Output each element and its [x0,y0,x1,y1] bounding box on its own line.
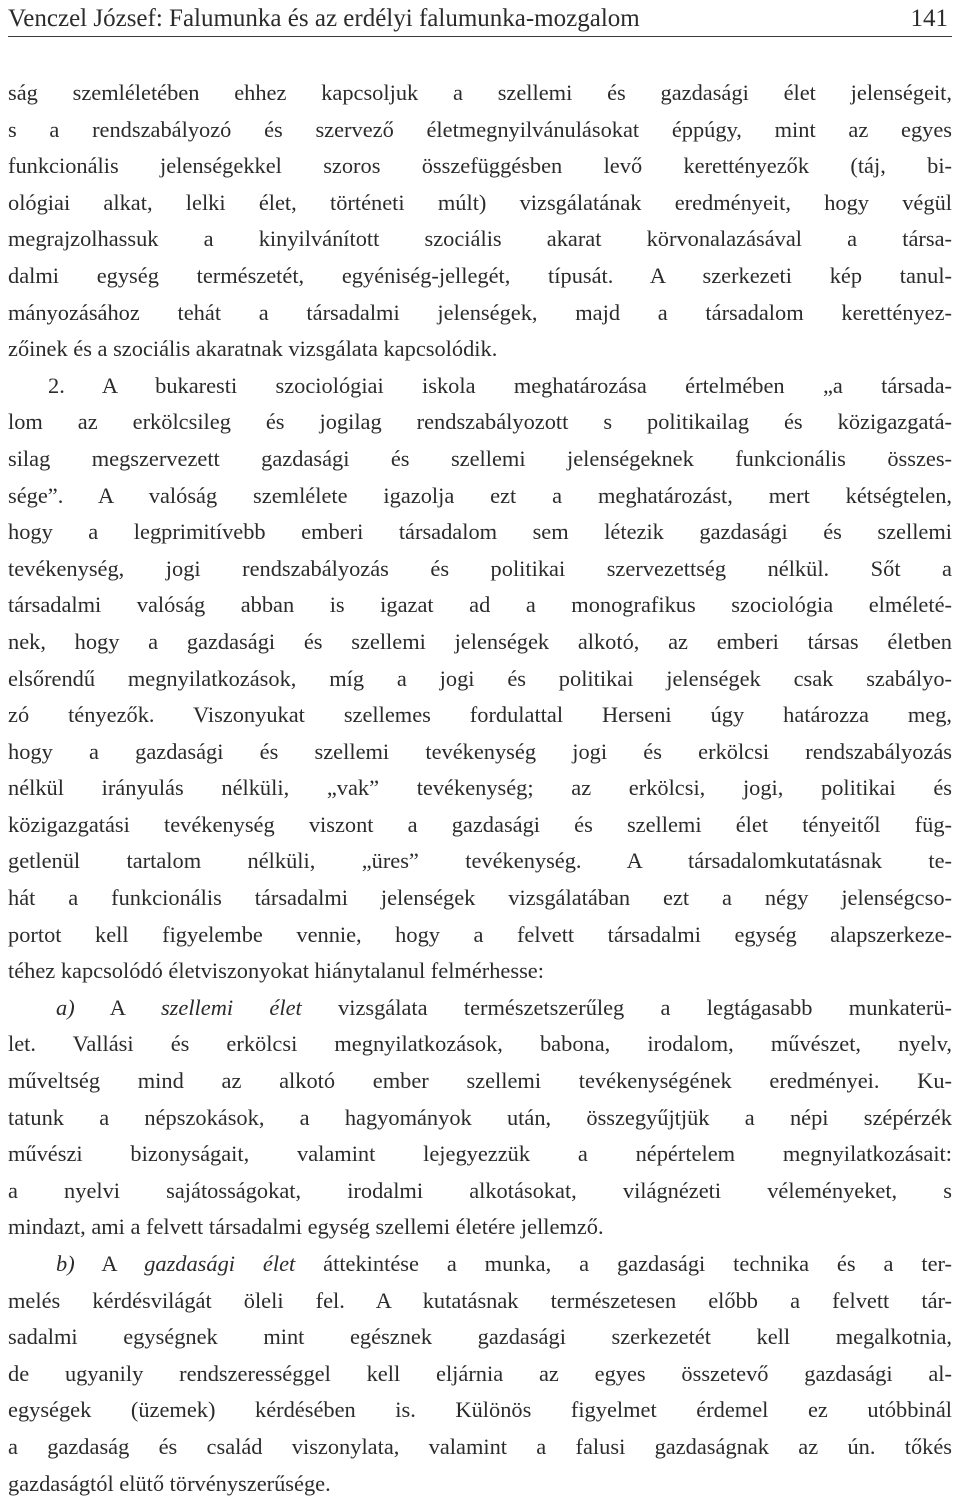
text-line: műveltség mind az alkotó ember szellemi tevékenységének eredményei. Ku- [8,1068,952,1094]
text-line: nek, hogy a gazdasági és szellemi jelenségek alkotó, az emberi társas életben [8,628,952,654]
text-line: lom az erkölcsileg és jogilag rendszabályozott s politikailag és közigazgatá- [8,409,952,435]
text-line: 2. A bukaresti szociológiai iskola meghatározása értelmében „a társada- [48,372,952,398]
text-line: megrajzolhassuk a kinyilvánított szociális akarat körvonalazásával a társa- [8,226,952,252]
text-line: portot kell figyelembe vennie, hogy a felvett társadalmi egység alapszerkeze- [8,921,952,947]
running-title: Venczel József: Falumunka és az erdélyi falumunka-mozgalom [8,5,640,32]
text-line: sadalmi egységnek mint egésznek gazdasági szerkezetét kell megalkotnia, [8,1324,952,1350]
text-span: vizsgálata természetszerűleg a legtágasabb munkaterü- [301,994,952,1020]
text-line: silag megszervezett gazdasági és szellemi jelenségeknek funkcionális összes- [8,445,952,471]
emphasis: szellemi élet [160,994,302,1020]
text-line: tatunk a népszokások, a hagyományok után, összegyűjtjük a népi szépérzék [8,1104,952,1130]
text-line: getlenül tartalom nélküli, „üres” tevékenység. A társadalomkutatásnak te- [8,848,952,874]
page-number: 141 [910,5,948,32]
text-line: elsőrendű megnyilatkozások, míg a jogi és politikai jelenségek csak szabályo- [8,665,952,691]
item-marker: a) [56,994,75,1020]
text-line: mindazt, ami a felvett társadalmi egység szellemi életére jellemző. [8,1214,604,1240]
text-line: a gazdaság és család viszonylata, valamint a falusi gazdaságnak az ún. tőkés [8,1433,952,1459]
body-text [8,75,952,1502]
text-line: nélkül irányulás nélküli, „vak” tevékenység; az erkölcsi, jogi, politikai és [8,775,952,801]
text-line: melés kérdésvilágát öleli fel. A kutatásnak természetesen előbb a felvett tár- [8,1287,952,1313]
text-line: társadalmi valóság abban is igazat ad a monografikus szociológia elméleté- [8,592,952,618]
text-line: sége”. A valóság szemlélete igazolja ezt a meghatározást, mert kétségtelen, [8,482,952,508]
text-line: zőinek és a szociális akaratnak vizsgálata kapcsolódik. [8,336,498,362]
emphasis: gazdasági élet [144,1251,296,1276]
text-line: zó tényezők. Viszonyukat szellemes fordulattal Herseni úgy határozza meg, [8,702,952,728]
text-span: A [74,994,161,1020]
text-line: de ugyanily rendszerességgel kell eljárnia az egyes összetevő gazdasági al- [8,1360,952,1386]
text-line: funkcionális jelenségekkel szoros összefüggésben levő kerettényezők (táj, bi- [8,153,952,179]
text-line: gazdaságtól elütő törvényszerűsége. [8,1470,331,1496]
text-line: hogy a gazdasági és szellemi tevékenység jogi és erkölcsi rendszabályozás [8,738,952,764]
text-line: let. Vallási és erkölcsi megnyilatkozások, babona, irodalom, művészet, nyelv, [8,1031,952,1057]
list-item-b-first-line [8,1246,952,1283]
text-line: ológiai alkat, lelki élet, történeti múlt) vizsgálatának eredményeit, hogy végül [8,189,952,215]
text-line: ság szemléletében ehhez kapcsoljuk a szellemi és gazdasági élet jelenségeit, [8,80,952,105]
item-marker: b) [56,1251,75,1276]
text-span: A [74,1251,145,1276]
text-line: s a rendszabályozó és szervező életmegnyilvánulásokat éppúgy, mint az egyes [8,116,952,142]
text-line: dalmi egység természetét, egyéniség-jellegét, típusát. A szerkezeti kép tanul- [8,262,952,288]
text-span: áttekintése a munka, a gazdasági technika és a ter- [295,1251,952,1276]
list-item-a-first-line [8,990,952,1027]
text-line: művészi bizonyságait, valamint lejegyezzük a népértelem megnyilatkozásait: [8,1141,952,1167]
text-line: közigazgatási tevékenység viszont a gazdasági és szellemi élet tényeitől füg- [8,811,952,837]
text-line: a nyelvi sajátosságokat, irodalmi alkotásokat, világnézeti véleményeket, s [8,1177,952,1203]
text-line: téhez kapcsolódó életviszonyokat hiánytalanul felmérhesse: [8,958,544,984]
running-head [8,0,952,37]
text-line: hát a funkcionális társadalmi jelenségek vizsgálatában ezt a négy jelenségcso- [8,885,952,911]
text-line: mányozásához tehát a társadalmi jelenségek, majd a társadalom kerettényez- [8,299,952,325]
document-page [8,0,952,1502]
text-line: egységek (üzemek) kérdésében is. Különös figyelmet érdemel ez utóbbinál [8,1397,952,1423]
text-line: hogy a legprimitívebb emberi társadalom sem létezik gazdasági és szellemi [8,519,952,545]
text-line: tevékenység, jogi rendszabályozás és politikai szervezettség nélkül. Sőt a [8,555,952,581]
